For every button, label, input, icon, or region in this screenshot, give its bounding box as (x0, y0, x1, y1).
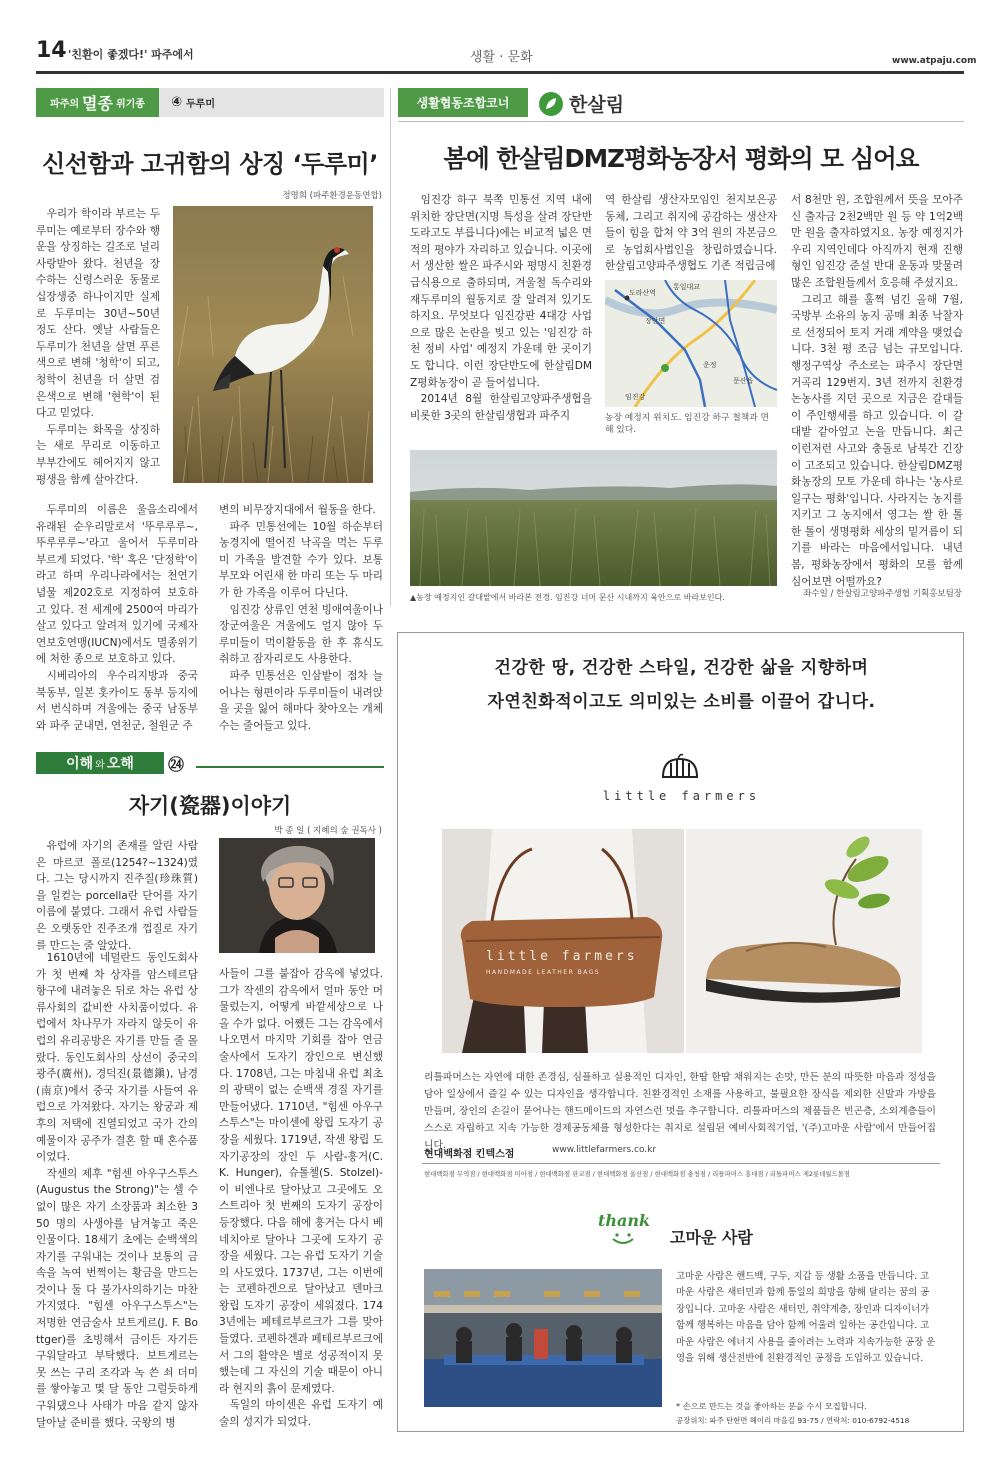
series-b: 오해 (106, 756, 134, 772)
portrait-image (219, 838, 375, 953)
photo-caption: ▲농장 예정지인 갈대밭에서 바라본 전경. 임진강 너머 문산 시내까지 육안으로 바라보인다. (410, 593, 725, 602)
section-label: 생활 · 문화 (470, 50, 533, 65)
byline: 정명희 (파주환경운동연합) (282, 191, 382, 201)
ad-description: 리틀파머스는 자연에 대한 존경심, 심플하고 실용적인 디자인, 한땀 한땀 채워지는 손맛, 만든 분의 따뜻한 마음과 정성을 담아 일상에서 즐길 수 있는 디자인을 생각합니다. 친환경적인 소재를 사용하고, 불필요한 장식을 제외한 신발과 가방을 만들며, 장인의 손길이 묻어나는 핸드메이드의 자연스런 멋을 추구합니다. 리틀파머스의 제품들은 빈곤층, 소외계층들이 스스로 자립하고 지속 가능한 경제공동체를 형성한다는 취지로 설립된 예비사회적기업, '(주)고마운 사람'에서 만들어집니다. (424, 1072, 936, 1151)
series-tag (36, 88, 159, 117)
paragraph: 임진강 상류인 연천 빙애여울이나 장군여울은 겨울에도 얼지 않아 두루미들이 먹이활동을 한 후 휴식도 취하고 잠자리로도 사용한다. (219, 603, 383, 666)
crane-image (173, 206, 373, 483)
leaf-icon (538, 91, 564, 117)
website: www.atpaju.com (892, 56, 977, 66)
ad-slogan-2: 자연친화적이고도 의미있는 소비를 이끌어 갑니다. (487, 692, 876, 712)
paragraph: 변의 비무장지대에서 월동을 한다. (219, 504, 376, 516)
thank-logo (598, 1211, 658, 1251)
series-tag (36, 752, 164, 774)
series-line (196, 766, 384, 768)
hansalim-logo (538, 90, 624, 117)
corner-label: 생활협동조합코너 (398, 88, 528, 117)
map-label: 문산읍 (733, 377, 754, 385)
header-line (398, 121, 964, 122)
crane-photo (173, 206, 373, 483)
column-divider (170, 1166, 171, 1167)
map-label: 통일대교 (673, 283, 701, 291)
map-label: 운정 (703, 361, 717, 369)
column-divider (390, 88, 391, 606)
author-photo (219, 838, 375, 953)
hansalim-article (398, 88, 964, 606)
field-image (410, 450, 777, 586)
header-rule (36, 71, 964, 74)
paragraph: 시베리아의 우수리지방과 중국 북동부, 일본 홋카이도 동부 등지에서 번식하며 겨울에는 중국 남동부와 파주 군내면, 연천군, 철원군 주 (36, 669, 198, 732)
paragraph: 두루미는 화목을 상징하는 새로 무리로 이동하고 부부간에도 헤어지지 않고 평생을 함께 살아간다. (36, 423, 160, 486)
series-prefix: 파주의 (50, 99, 80, 110)
company-description: 고마운 사람은 핸드백, 구두, 지갑 등 생활 소품을 만듭니다. 고마운 사람은 새터민과 함께 통일의 희망을 향해 달리는 꿈의 공장입니다. 고마운 사람은 새터민, 취약계층, 장인과 디자이너가 함께 행복하는 마음을 담아 함께 어울려 일하는 공간입니다. 고마운 사람은 에너지 사용을 줄이려는 노력과 지속가능한 공장 운영을 위해 생산전반에 친환경적인 공정을 도입하고 있습니다. (676, 1271, 936, 1365)
paragraph: 작센의 제후 "힘센 아우구스투스(Augustus the Strong)"는 셀 수 없이 많은 자기 소장품과 최소한 350 명의 사생아를 남겨놓고 죽은 인물이다. 18세기 초에는 순백색의 자기를 구워내는 것이나 보통의 금속을 녹여 번쩍이는 황금을 만드는 것이나 둘 다 불가사의하기는 마찬가지였다. "힘센 아우구스투스"는 저명한 연금술사 보트게르(J. F. Bottger)를 초빙해서 금이든 자기든 구워달라고 부탁했다. 보트게르는 못 쓰는 구리 조각과 녹 쓴 쇠 더미를 쌓아놓고 몇 달 동안 그럴듯하게 구워댔으나 사태가 마음 같지 않자 달아날 준비를 했다. 국왕의 병 (36, 1167, 198, 1429)
jagi-article (36, 752, 384, 1432)
map-label: 도라산역 (629, 289, 657, 297)
body-column-1b (36, 950, 198, 1430)
body-column-1 (410, 192, 592, 442)
series-suffix: 위기종 (115, 99, 145, 110)
series-and: 와 (95, 759, 105, 771)
paragraph: 독일의 마이센은 유럽 도자기 예술의 성지가 되었다. (219, 1399, 383, 1429)
shoe-photo (686, 829, 922, 1053)
article-title: 신선함과 고귀함의 상징 ‘두루미’ (42, 150, 378, 178)
store-url: www.littlefarmers.co.kr (552, 1145, 657, 1155)
issue-label: 두루미 (186, 99, 215, 110)
store-list: 현대백화점 무역점 / 현대백화점 미아점 / 현대백화점 판교점 / 현대백화점 울산점 / 현대백화점 충청점 / 리틀파머스 홍대점 / 리틀파머스 제2롯데월드몰점 (424, 1170, 850, 1178)
advertisement (397, 632, 964, 1432)
brand-logo-icon (660, 753, 700, 779)
location-map (605, 280, 777, 407)
recruit-note: * 손으로 만드는 것을 좋아하는 분을 수시 모집합니다. (676, 1401, 868, 1411)
paragraph: 유럽에 자기의 존재를 알린 사람은 마르코 폴로(1254?~1324)였다. 그는 당시까지 진주질(珍珠質)을 일컫는 porcella란 단어를 자기 이름에 붙였다. 그래서 유럽 사람들은 오랫동안 진주조개 껍질로 자기를 만드는 줄 알았다. (36, 840, 198, 950)
paragraph: 서 8천만 원, 조합원께서 뜻을 모아주신 출자금 2천2백만 원 등 약 1억2백만 원을 출자하였지요. 농장 예정지가 우리 지역인데다 아직까지 현재 진행형인 임진강 준설 반대 운동과 맞물려 많은 조합원들께서 호응해 주셨지요. (791, 194, 963, 289)
company-name: 고마운 사람 (670, 1228, 753, 1247)
body-column-2 (219, 966, 383, 1432)
thank-text: thank (598, 1211, 651, 1230)
contact-info: 공장위치: 파주 탄현면 헤이리 마을길 93-75 / 연락처: 010-6792-4518 (676, 1416, 910, 1425)
article-title: 자기(瓷器)이야기 (128, 794, 292, 818)
durumi-article (36, 88, 384, 738)
store-divider (422, 1163, 940, 1164)
workshop-image (424, 1269, 662, 1407)
smile-icon (608, 1231, 638, 1247)
header-slogan: '친환이 좋겠다!' 파주에서 (68, 48, 194, 61)
paragraph: 2014년 8월 한살림고양파주생협을 비롯한 3곳의 한살림생협과 파주지 (410, 393, 592, 422)
bag-image (442, 829, 684, 1053)
map-label: 임진강 (625, 393, 646, 401)
series-a: 이해 (66, 756, 94, 772)
paragraph: 임진강 하구 북쪽 민통선 지역 내에 위치한 장단면(지명 특성을 살려 장단반도라고도 부릅니다)에는 비교적 넓은 면적의 평야가 자리하고 있습니다. 이곳에서 생산한 쌀은 파주시와 평명시 친환경급식용으로 출하되며, 겨울철 독수리와 재두루미의 월동지로 잘 알려져 있기도 하지요. 무엇보다 임진강판 4대강 사업으로 많은 논란을 빚고 있는 '임진강 하천 정비 사업' 예정지 가운데 한 곳이기도 합니다. 이런 장단반도에 한살림DMZ평화농장이 곧 들어섭니다. (410, 194, 592, 389)
map-label: 장단면 (645, 317, 666, 325)
brand-name: little farmers (602, 789, 761, 803)
article-title: 봄에 한살림DMZ평화농장서 평화의 모 심어요 (443, 144, 919, 173)
bag-photo (442, 829, 684, 1053)
paragraph: 파주 민통선에는 10월 하순부터 농경지에 떨어진 낙곡을 먹는 두루미 가족을 발견할 수가 있다. 보통 부모와 어린새 한 마리 또는 두 마리가 한 가족을 이루어 다닌다. (219, 520, 383, 599)
brand-name: 한살림 (569, 94, 625, 116)
field-photo (410, 450, 777, 586)
paragraph: 두루미의 이름은 울음소리에서 유래된 순우리말로서 '뚜루루루~, 뚜루루루~'라고 울어서 두루미라 부르게 되었다. '학' 혹은 '단정학'이라고 하며 우리나라에서는 천연기념물 제202호로 지정하여 보호하고 있다. 전 세계에 2500여 마리가 살고 있다고 알려져 있기에 국제자연보호연맹(IUCN)에서도 멸종위기에 처한 종으로 보호하고 있다. (36, 504, 198, 666)
map-caption: 농장 예정지 위치도. 임진강 하구 철책과 면해 있다. (605, 413, 770, 435)
paragraph: 우리가 학이라 부르는 두루미는 예로부터 장수와 행운을 상징하는 길조로 널리 사랑받아 왔다. 천년을 장수하는 신령스러운 동물로 십장생중 하나이지만 실제로 두루미는 30년~50년 정도 산다. 옛날 사람들은 두루미가 천년을 살면 푸른색으로 변해 '청학'이 되고, 청학이 천년을 더 살면 검은색으로 변해 '현학'이 된다고 믿었다. (36, 208, 160, 420)
series-subtag (159, 88, 384, 117)
paragraph: 1610년에 네덜란드 동인도회사가 첫 번째 차 상자를 암스테르담 항구에 내려놓은 뒤로 차는 유럽 상류사회의 값비싼 사치품이었다. 유럽에서 차나무가 자라지 않듯이 유럽의 유리공방은 자기를 만들 줄 몰랐다. 동인도회사의 상선이 중국의 광주(廣州), 경덕진(景德鎭), 남경(南京)에서 중국 자기를 사들여 유럽으로 가져왔다. 자기는 왕궁과 제후의 저택에 진열되었고 국가 간의 예물이자 공주가 결혼 할 때 혼수품이었다. (36, 952, 198, 1164)
body-column-2 (219, 502, 383, 738)
paragraph: 사들이 그를 붙잡아 감옥에 넣었다. 그가 작센의 감옥에서 얼마 동안 머물렀는지, 어떻게 바깥세상으로 나올 수가 없다. 어쨌든 그는 감옥에서 나오면서 마지막 기회를 잡아 연금술사에서 도자기 장인으로 변신했다. 1708년, 그는 마침내 유럽 최초의 광택이 없는 순백색 경질 자기를 만들어냈다. 1710년, "힘센 아우구스투스"는 마이센에 왕립 도자기 공장을 세웠다. 1719년, 작센 왕립 도자기공장의 장인 두 사람-훙거(C. K. Hunger), 슈톨첼(S. Stolzel)-이 비엔나로 달아났고 그곳에도 오스트리아 첫 번째의 도자기 공장이 등장했다. 다음 해에 훙거는 다시 베네치아로 달아나 그곳에 도자기 공장을 세웠다. 그는 유럽 도자기 기술의 사도였다. 1737년, 그는 이번에는 코펜하겐으로 달아났고 덴마크 왕립 도자기 공장이 세워졌다. 1743년에는 페테르부르크가 그를 맞아들였다. 코펜하겐과 페테르부르크에서 그의 활약은 별로 성공적이지 못했는데 그 자신의 기술 때문이 아니라 현지의 흙이 문제였다. (219, 968, 383, 1395)
paragraph: 그리고 해를 훌쩍 넘긴 올해 7월, 국방부 소유의 농지 공매 최종 낙찰자로 선정되어 토지 거래 계약을 맺었습니다. 3천 평 조금 넘는 규모입니다. 행정구역상 주소로는 파주시 장단면 거곡리 129번지. 3년 전까지 친환경 논농사를 지던 곳으로 지금은 갈대들이 주인행세를 하고 있습니다. 이 갈대밭 같아엎고 논을 만듭니다. 최근 이런저런 사고와 충돌로 남북간 긴장이 고조되고 있습니다. 한살림DMZ평화농장의 모토 가운데 하나는 '농사로 일구는 평화'입니다. 사라지는 농지를 지키고 그 농지에서 영그는 쌀 한 톨 한 톨이 생명평화 세상의 밑거름이 되기를 바라는 마음에서입니다. 내년 봄, 평화농장에서 평화의 모를 함께 심어보면 어떨까요? (791, 293, 963, 588)
bag-tagline: HANDMADE LEATHER BAGS (486, 969, 601, 976)
byline: 박 종 일 ( 지혜의 숲 권독사 ) (274, 826, 382, 836)
body-column-3 (791, 192, 963, 590)
body-column-1a (36, 838, 198, 950)
page-number: 14 (36, 38, 67, 63)
map-image (605, 280, 777, 407)
paragraph: 파주 민통선은 인삼밭이 점차 늘어나는 형편이라 두루미들이 내려앉을 곳을 잃어 해마다 찾아오는 개체수는 줄어들고 있다. (219, 669, 383, 732)
author: 좌수일 / 한살림고양파주생협 기획홍보팀장 (803, 589, 962, 599)
body-column-1a (36, 206, 160, 502)
bag-brand: little farmers (486, 949, 638, 964)
series-big: 멸종 (82, 94, 113, 113)
ad-slogan-1: 건강한 땅, 건강한 스타일, 건강한 삶을 지향하며 (494, 658, 869, 678)
issue-number: ④ (171, 95, 183, 110)
paragraph: 역 한살림 생산자모임인 천지보은공동체, 그리고 취지에 공감하는 생산자들이 힘을 합쳐 약 3억 원의 자본금으로 농업회사법인을 창립하였습니다. 한살림고양파주생협도 기존 적립금에 (605, 194, 777, 273)
store-label: 현대백화점 킨텍스점 (424, 1149, 515, 1160)
issue-number: ㉔ (168, 755, 185, 774)
workshop-photo (424, 1269, 662, 1407)
page-header (0, 36, 1000, 76)
body-column-2 (605, 192, 777, 276)
body-column-1b (36, 502, 198, 738)
shoe-image (686, 829, 922, 1053)
